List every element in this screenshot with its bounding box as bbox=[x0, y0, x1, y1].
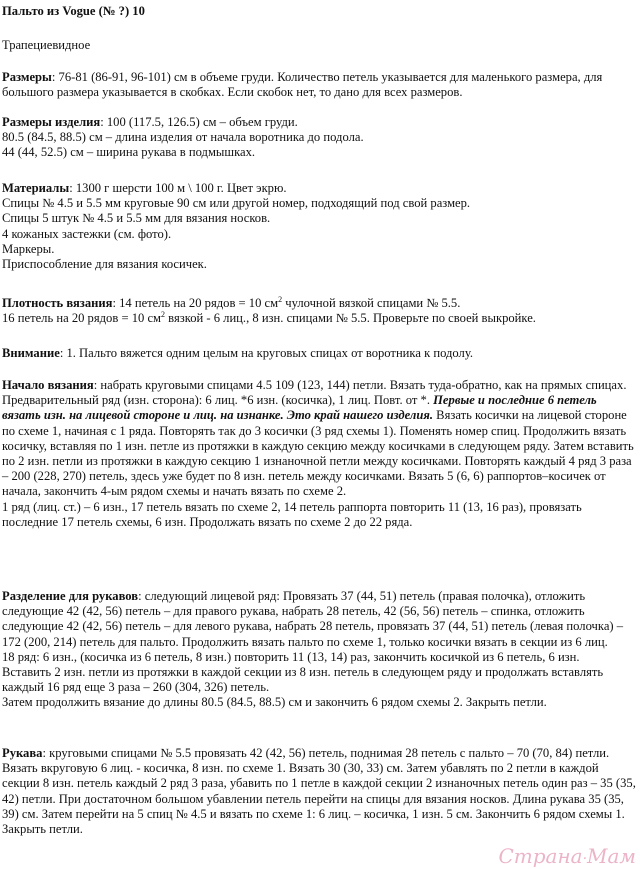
materials-line2: Спицы № 4.5 и 5.5 мм круговые 90 см или другой номер, подходящий под свой размер. bbox=[2, 196, 471, 211]
document-subtitle bbox=[2, 38, 638, 53]
sleeves-division-label: Разделение для рукавов bbox=[2, 589, 139, 603]
title-text: Пальто из Vogue (№ ?) 10 bbox=[2, 4, 145, 18]
sizes-text: : 76-81 (86-91, 96-101) см в объеме груди. Количество петель указывается для маленького размера, для большого размера указывается в скобках. Если скобок нет, то дано для всех размеров. bbox=[2, 70, 603, 100]
start-text3: Вязать косички на лицевой стороне по схеме 1, начиная с 1 ряда. Повторять так до 3 косички (3 ряд схемы 1). Поменять номер спиц. Продолжить вязать косичку, вставляя по 1 изн. петле из протяжки в каждую секцию между косичками в следующем ряду. Затем вставить по 2 изн. петли из протяжки в каждую секцию 1 изнаночной петли между косичками. Повторять каждый 4 ряд 3 раза – 200 (228, 270) петель, здесь уже будет по 8 изн. петель между косичками. Вязать 5 (6, 6) раппортов–косичек от начала, закончить 4-ым рядом схемы и начать вязать по схеме 2. bbox=[2, 408, 634, 499]
attention-paragraph bbox=[2, 346, 638, 361]
garment-sizes-line3: 44 (44, 52.5) см – ширина рукава в подмышках. bbox=[2, 145, 256, 160]
gauge-paragraph bbox=[2, 296, 638, 326]
materials-paragraph bbox=[2, 181, 638, 272]
materials-line4: 4 кожаных застежки (см. фото). bbox=[2, 226, 172, 241]
start-text1: : набрать круговыми спицами 4.5 109 (123, 144) петли. Вязать туда-обратно, как на прямых спицах. bbox=[93, 378, 627, 392]
sleeves-division-text2: 18 ряд: 6 изн., (косичка из 6 петель, 8 изн.) повторить 11 (13, 14) раз, закончить косичкой из 6 петель, 6 изн. bbox=[2, 649, 580, 664]
sizes-label: Размеры bbox=[2, 70, 52, 84]
subtitle-text: Трапециевидное bbox=[2, 38, 91, 52]
document-title bbox=[2, 4, 638, 19]
sleeves-division-text3: Вставить 2 изн. петли из протяжки в каждой секции из 8 изн. петель в следующем ряду и продолжать вставлять каждый 16 ряд еще 3 раза – 260 (304, 326) петель. bbox=[2, 665, 604, 695]
start-paragraph bbox=[2, 378, 638, 530]
materials-line1: : 1300 г шерсти 100 м \ 100 г. Цвет экрю. bbox=[69, 181, 287, 195]
sleeves-division-text4: Затем продолжить вязание до длины 80.5 (84.5, 88.5) см и закончить 6 рядом схемы 2. Закрыть петли. bbox=[2, 695, 547, 710]
sleeves-division-paragraph bbox=[2, 589, 638, 711]
start-text4: 1 ряд (лиц. ст.) – 6 изн., 17 петель вязать по схеме 2, 14 петель раппорта повторить 11 (13, 16 раз), провязать последние 17 петель схемы, 6 изн. Продолжать вязать по схеме 2 до 22 ряда. bbox=[2, 499, 582, 529]
gauge-sup2: 2 bbox=[161, 310, 166, 320]
gauge-label: Плотность вязания bbox=[2, 296, 113, 310]
watermark-text1: Страна bbox=[498, 843, 583, 868]
attention-label: Внимание bbox=[2, 346, 60, 360]
materials-label: Материалы bbox=[2, 181, 70, 195]
materials-line3: Спицы 5 штук № 4.5 и 5.5 мм для вязания носков. bbox=[2, 211, 271, 226]
garment-sizes-line2: 80.5 (84.5, 88.5) см – длина изделия от начала воротника до подола. bbox=[2, 130, 364, 145]
garment-sizes-paragraph bbox=[2, 115, 638, 161]
attention-text: : 1. Пальто вяжется одним целым на круговых спицах от воротника к подолу. bbox=[59, 346, 474, 360]
start-label: Начало вязания bbox=[2, 378, 94, 392]
gauge-line1a: : 14 петель на 20 рядов = 10 см bbox=[112, 296, 279, 310]
materials-line6: Приспособление для вязания косичек. bbox=[2, 257, 207, 272]
start-bold-italic: Первые и последние 6 петель вязать изн. на лицевой стороне и лиц. на изнанке. Это край нашего изделия. bbox=[2, 393, 597, 423]
materials-line5: Маркеры. bbox=[2, 241, 55, 256]
sleeves-division-text1: : следующий лицевой ряд: Провязать 37 (44, 51) петель (правая полочка), отложить следующие 42 (42, 56) петель – для правого рукава, набрать 28 петель, 42 (56, 56) петель – спинка, отложить следующие 42 (42, 56) петель – для левого рукава, набрать 28 петель, провязать 37 (44, 51) петель (левая полочка) – 172 (200, 214) петель для пальто. Продолжить вязать пальто по схеме 1, только косички вязать в секции из 6 лиц. bbox=[2, 589, 624, 649]
site-watermark-logo: Страна·Мам bbox=[498, 843, 636, 868]
start-text2: Предварительный ряд (изн. сторона): 6 лиц. *6 изн. (косичка), 1 лиц. Повт. от *. bbox=[2, 393, 434, 408]
sleeves-text: : круговыми спицами № 5.5 провязать 42 (42, 56) петель, поднимая 28 петель с пальто – 70 (70, 84) петли. Вязать вкруговую 6 лиц. - косичка, 8 изн. по схеме 1. Вязать 30 (30, 33) см. Затем убавлять по 2 петли в каждой секции 8 изн. петель каждый 2 ряд 3 раза, убавить по 1 петле в каждой секции 2 изнаночных петель один раз – 35 (35, 42) петли. При достаточном большом убавлении петель перейти на спицы для вязания носков. Длина рукава 35 (35, 39) см. Затем перейти на 5 спиц № 4.5 и вязать по схеме 1: 6 лиц. – косичка, 1 изн. 5 см. Закончить 6 рядом схемы 1. Закрыть петли. bbox=[2, 746, 636, 837]
sleeves-label: Рукава bbox=[2, 746, 43, 760]
gauge-line2b: вязкой - 6 лиц., 8 изн. спицами № 5.5. Проверьте по своей выкройке. bbox=[165, 311, 536, 326]
sleeves-paragraph bbox=[2, 746, 638, 837]
gauge-sup1: 2 bbox=[278, 294, 283, 304]
gauge-line1b: чулочной вязкой спицами № 5.5. bbox=[282, 296, 461, 310]
watermark-text2: Мам bbox=[587, 843, 636, 868]
gauge-line2a: 16 петель на 20 рядов = 10 см bbox=[2, 311, 162, 326]
sizes-paragraph bbox=[2, 70, 638, 100]
garment-sizes-label: Размеры изделия bbox=[2, 115, 101, 129]
garment-sizes-line1: : 100 (117.5, 126.5) см – объем груди. bbox=[100, 115, 298, 129]
